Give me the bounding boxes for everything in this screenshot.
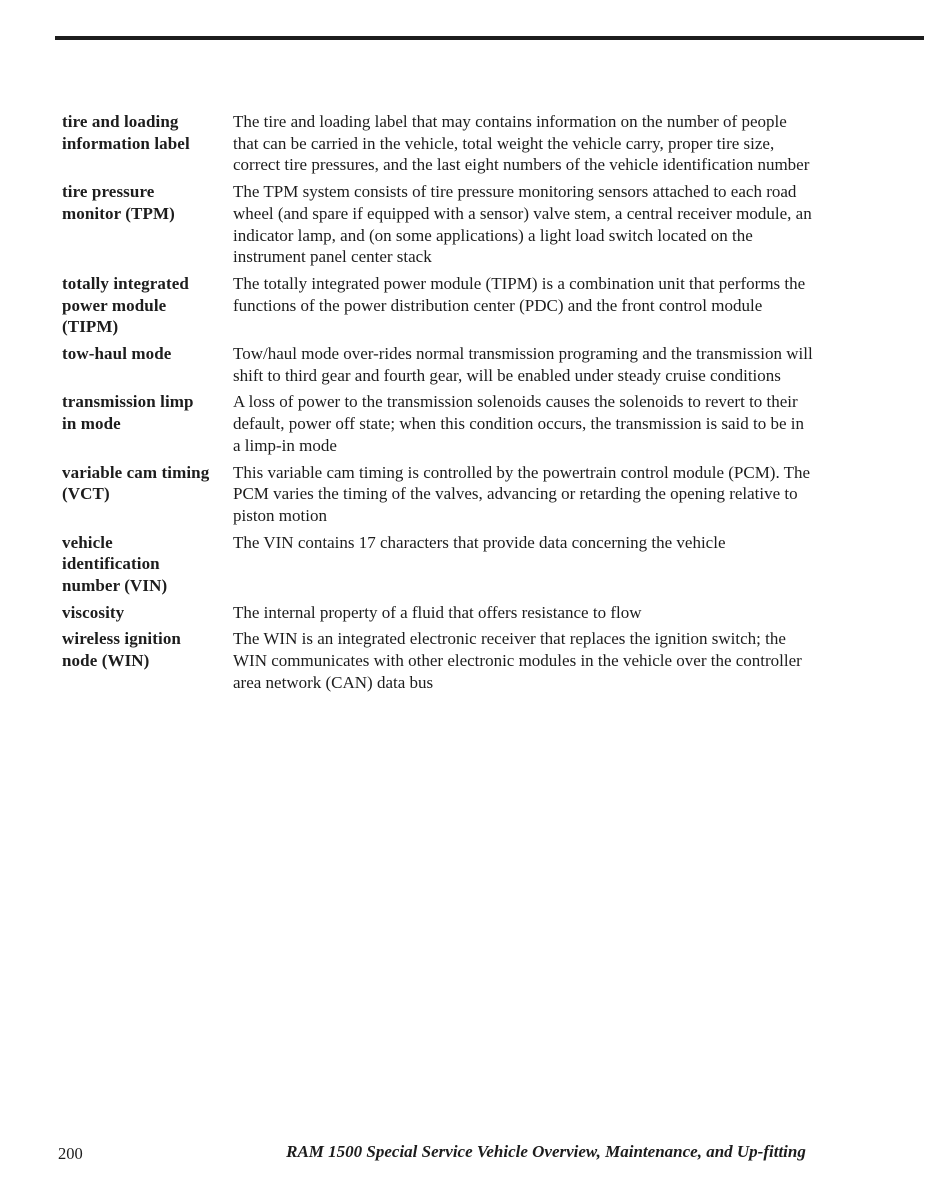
page-footer [0,1142,926,1172]
glossary-definition: The WIN is an integrated electronic receiver that replaces the ignition switch; the WIN communicates with other electronic modules in the vehicle over the controller area network (CAN) data bus [233,629,802,692]
glossary-definition: This variable cam timing is controlled by the powertrain control module (PCM). The PCM varies the timing of the valves, advancing or retarding the opening relative to piston motion [233,462,811,525]
glossary-definition: A loss of power to the transmission solenoids causes the solenoids to revert to their default, power off state; when this condition occurs, the transmission is said to be in a limp-in mode [233,392,804,455]
glossary-term: transmission limp in mode [62,392,194,434]
glossary-entry [62,602,832,624]
glossary-term: viscosity [62,602,125,622]
page-number: 200 [58,1144,83,1163]
glossary-term: vehicle identification number (VIN) [62,532,168,596]
glossary-definition: The TPM system consists of tire pressure monitoring sensors attached to each road wheel (and spare if equipped with a sensor) valve stem, a central receiver module, an indicator lamp, and (on some applications) a light load switch located on the instrument panel center stack [233,182,812,267]
glossary-term: variable cam timing (VCT) [62,462,210,504]
glossary-term: wireless ignition node (WIN) [62,629,181,671]
glossary-definition: Tow/haul mode over-rides normal transmission programing and the transmission will shift to third gear and fourth gear, will be enabled under steady cruise conditions [233,344,813,385]
glossary-entry [62,532,832,597]
glossary-term: tire and loading information label [62,112,190,153]
glossary-definition: The VIN contains 17 characters that provide data concerning the vehicle [233,532,726,552]
glossary-entry [62,462,832,527]
top-horizontal-rule [55,36,924,40]
glossary-definition: The totally integrated power module (TIPM) is a combination unit that performs the functions of the power distribution center (PDC) and the front control module [233,273,806,315]
glossary-definition: The tire and loading label that may contains information on the number of people that can be carried in the vehicle, total weight the vehicle carry, proper tire size, correct tire pressures, and the last eight numbers of the vehicle identification number [233,112,810,175]
glossary-entry [62,273,832,338]
glossary-entry [62,181,832,268]
glossary-entry [62,628,832,693]
glossary-term: totally integrated power module (TIPM) [62,273,189,337]
glossary-entry [62,391,832,456]
running-title: RAM 1500 Special Service Vehicle Overview, Maintenance, and Up-fitting [286,1142,806,1161]
glossary-entry [62,111,832,176]
glossary-list [62,111,832,699]
glossary-term: tire pressure monitor (TPM) [62,182,175,223]
glossary-definition: The internal property of a fluid that offers resistance to flow [233,602,642,622]
glossary-entry [62,343,832,386]
glossary-term: tow-haul mode [62,344,172,364]
